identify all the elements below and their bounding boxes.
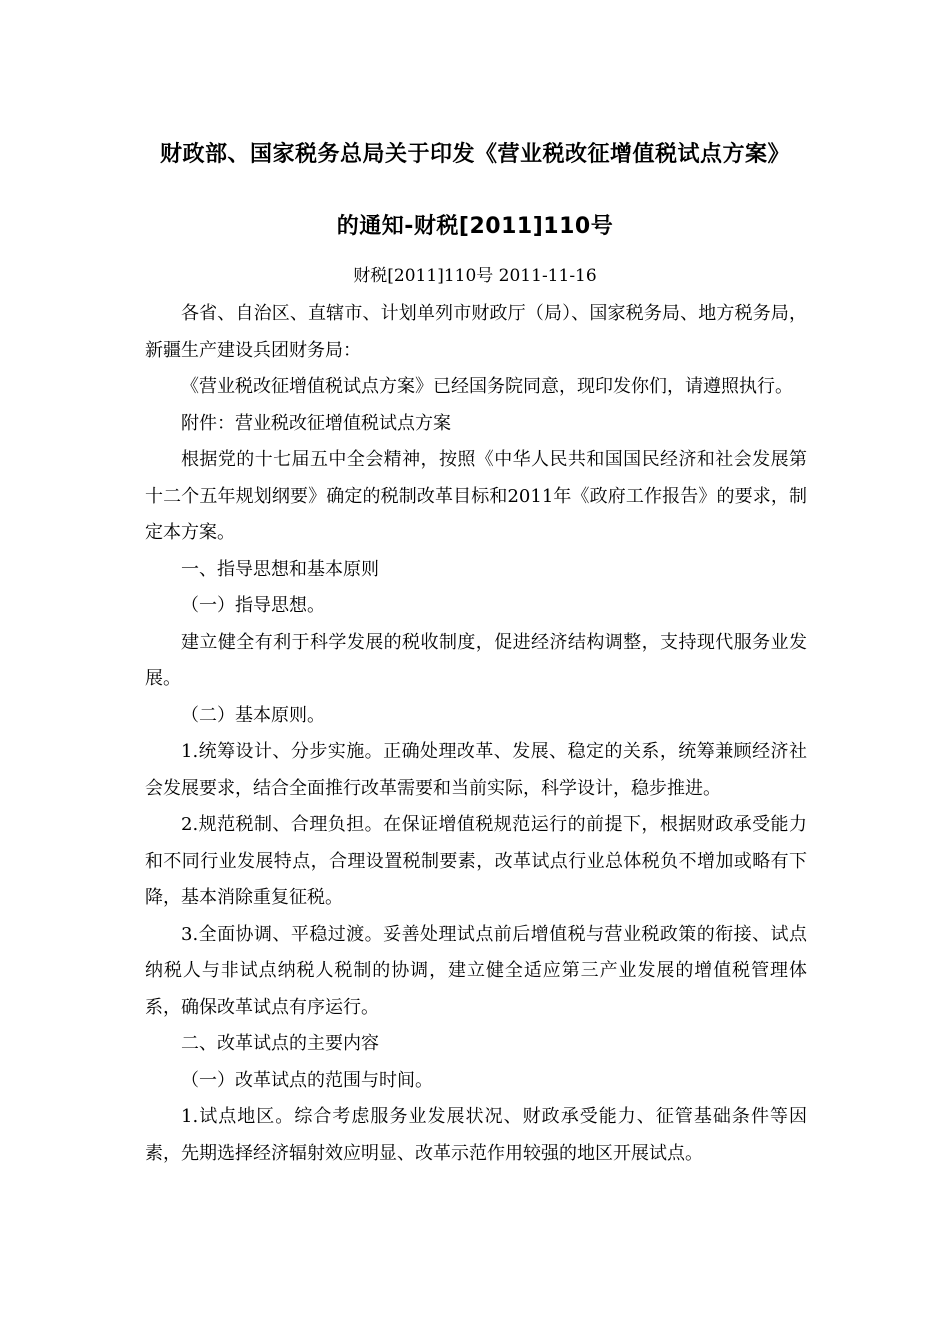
subsection-heading-1-2: （二）基本原则。 [181, 704, 325, 726]
document-title-line-1: 财政部、国家税务总局关于印发《营业税改征增值税试点方案》 [159, 142, 790, 167]
subsection-heading-1-1: （一）指导思想。 [181, 595, 325, 616]
principle-item-3: 3.全面协调、平稳过渡。妥善处理试点前后增值税与营业税政策的衔接、试点纳税人与非试点纳税人税制的协调，建立健全适应第三产业发展的增值税管理体系，确保改革试点有序运行。 [145, 923, 807, 1018]
intro-paragraph: 根据党的十七届五中全会精神，按照《中华人民共和国国民经济和社会发展第十二个五年规划纲要》确定的税制改革目标和2011年《政府工作报告》的要求，制定本方案。 [145, 449, 807, 543]
pilot-area-item-1: 1.试点地区。综合考虑服务业发展状况、财政承受能力、征管基础条件等因素，先期选择经济辐射效应明显、改革示范作用较强的地区开展试点。 [145, 1106, 807, 1164]
section-heading-1: 一、指导思想和基本原则 [181, 558, 379, 580]
document-number-and-date: 财税[2011]110号 2011-11-16 [353, 266, 597, 286]
section-heading-2: 二、改革试点的主要内容 [181, 1033, 379, 1054]
principle-item-1: 1.统筹设计、分步实施。正确处理改革、发展、稳定的关系，统筹兼顾经济社会发展要求，结合全面推行改革需要和当前实际，科学设计，稳步推进。 [145, 741, 807, 799]
document-body [145, 296, 807, 1172]
attachment-line: 附件：营业税改征增值税试点方案 [181, 412, 451, 434]
document-title-line-2: 的通知-财税[2011]110号 [336, 214, 614, 239]
principle-item-2: 2.规范税制、合理负担。在保证增值税规范运行的前提下，根据财政承受能力和不同行业发展特点，合理设置税制要素，改革试点行业总体税负不增加或略有下降，基本消除重复征税。 [145, 814, 807, 908]
addressee-paragraph: 各省、自治区、直辖市、计划单列市财政厅（局）、国家税务局、地方税务局，新疆生产建设兵团财务局： [145, 303, 807, 361]
notice-paragraph: 《营业税改征增值税试点方案》已经国务院同意，现印发你们，请遵照执行。 [181, 376, 793, 397]
subsection-heading-2-1: （一）改革试点的范围与时间。 [181, 1069, 433, 1091]
guiding-principle-paragraph: 建立健全有利于科学发展的税收制度，促进经济结构调整，支持现代服务业发展。 [145, 631, 807, 689]
